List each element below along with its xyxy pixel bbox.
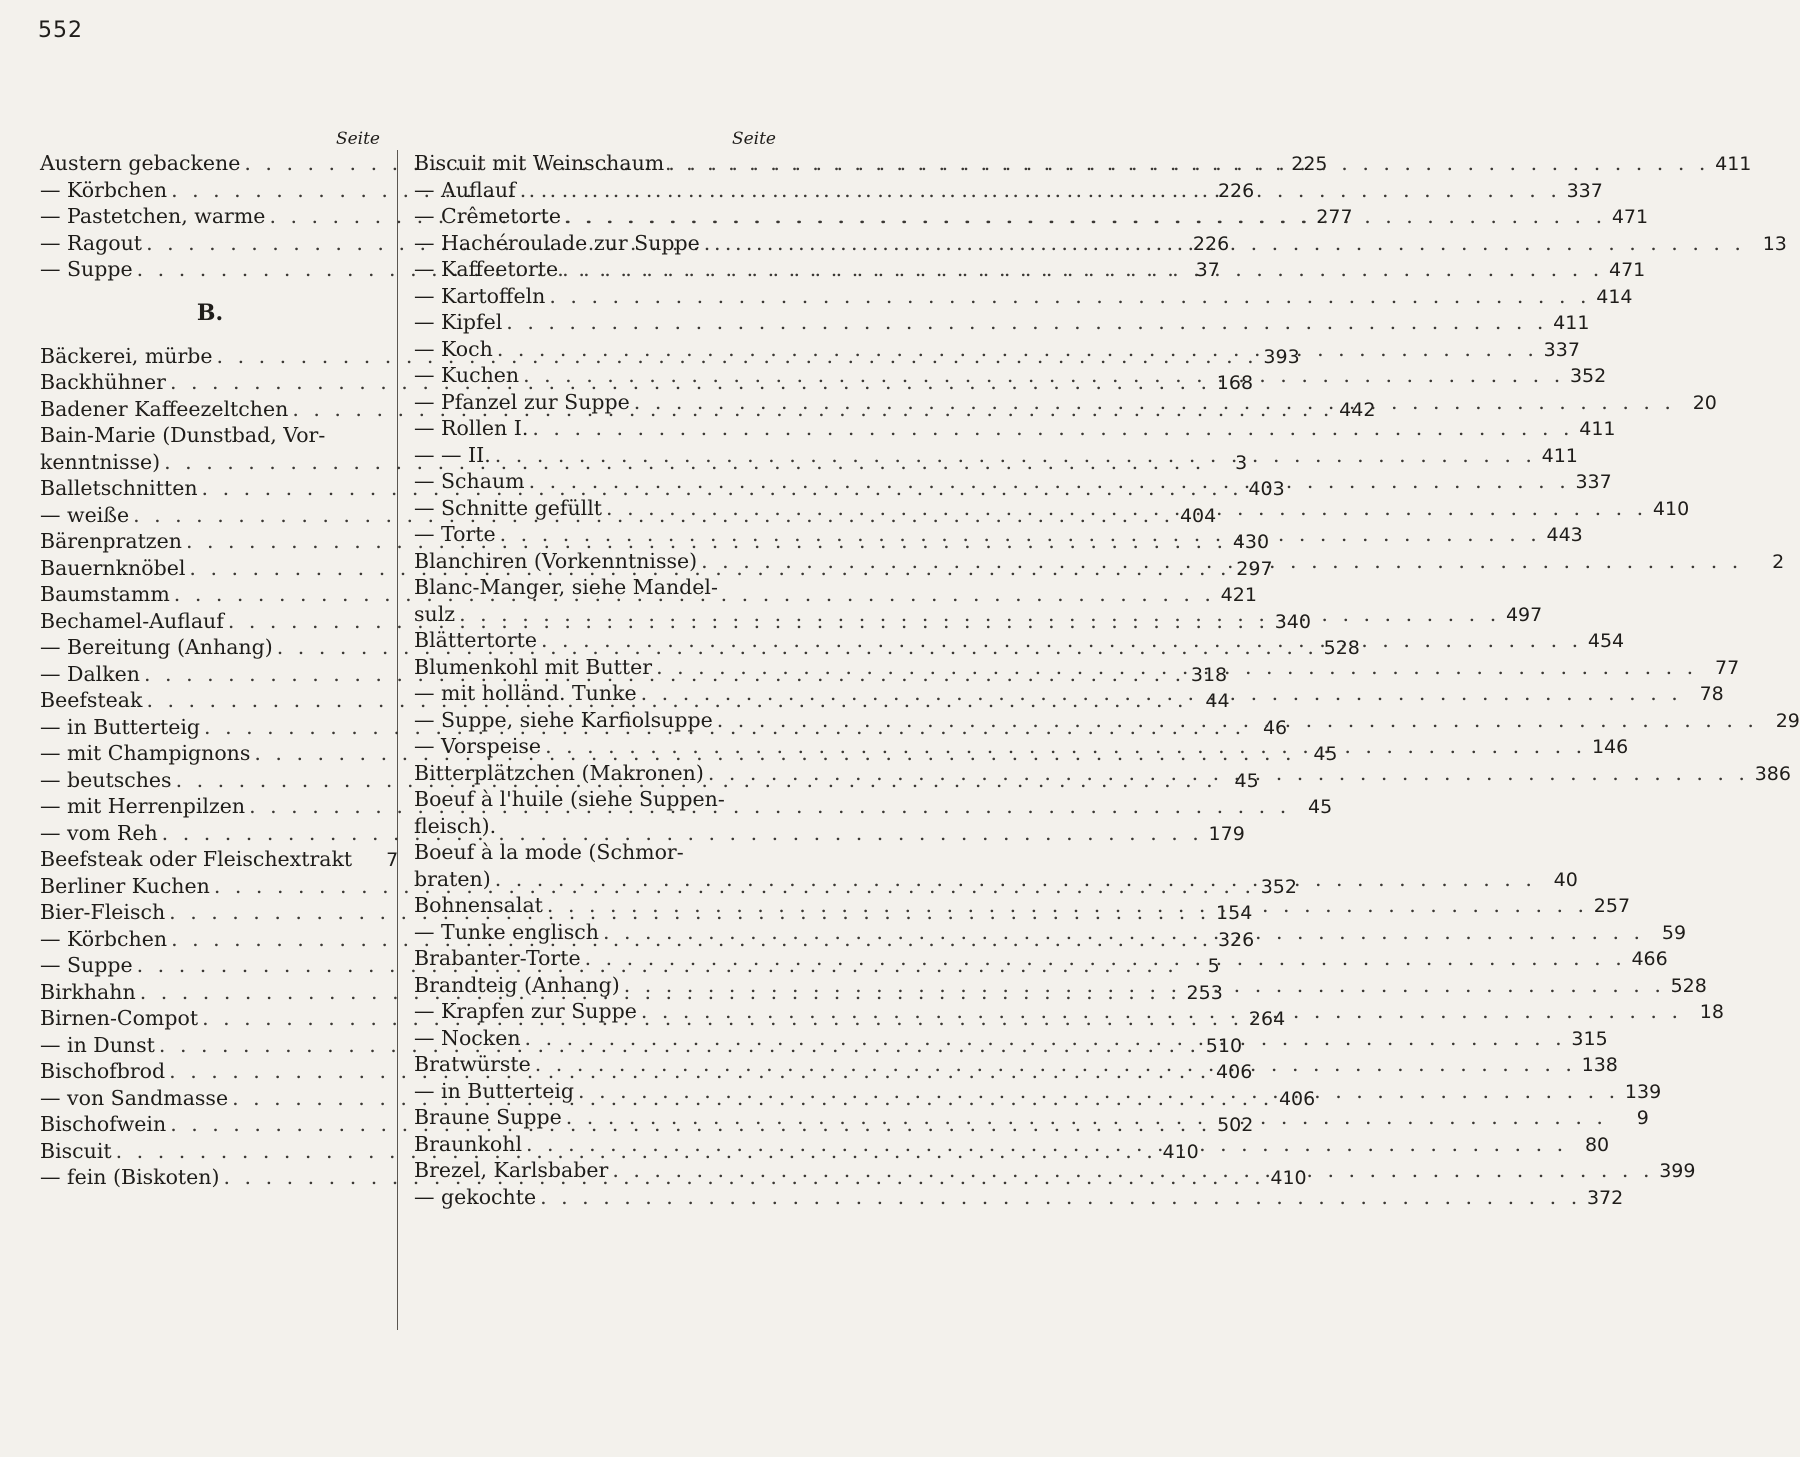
dot-leader — [506, 309, 1547, 336]
index-entry — [40, 422, 380, 449]
entry-page-number: 146 — [1591, 736, 1629, 758]
entry-page-number: 406 — [1216, 1061, 1253, 1083]
entry-page-number: 410 — [1270, 1167, 1307, 1189]
dot-leader — [612, 1157, 1653, 1184]
entry-page-number: 510 — [1205, 1034, 1243, 1057]
entry-label: — Ragout — [40, 230, 143, 255]
entry-page-number: 528 — [1323, 637, 1360, 659]
entry-label: — Hachéroulade zur Suppe — [414, 230, 700, 255]
dot-leader — [704, 230, 1745, 257]
entry-page-number: 386 — [1754, 762, 1791, 785]
entry-label: — Kartoffeln — [414, 283, 546, 308]
dot-leader — [606, 495, 1647, 522]
dot-leader — [565, 203, 1606, 230]
entry-page-number: 80 — [1584, 1133, 1610, 1156]
entry-label: — Suppe — [40, 257, 133, 281]
entry-label: fleisch). — [414, 813, 497, 838]
entry-label: Boeuf à l'huile (siehe Suppen- — [414, 787, 725, 811]
entry-page-number: 318 — [1190, 663, 1228, 686]
entry-page-number: 399 — [1659, 1160, 1696, 1182]
entry-page-number: 410 — [1652, 497, 1690, 520]
entry-label: — in Dunst — [40, 1032, 155, 1057]
entry-label: — Tunke englisch — [414, 919, 599, 944]
entry-label: Birkhahn — [40, 979, 136, 1004]
dot-leader — [624, 972, 1665, 999]
entry-page-number: 410 — [1162, 1140, 1199, 1163]
entry-label: Brandteig (Anhang) — [414, 972, 620, 997]
entry-label: Birnen-Compot — [40, 1006, 199, 1030]
entry-label: Balletschnitten — [40, 476, 198, 500]
dot-leader — [497, 336, 1538, 363]
entry-page-number: 46 — [1262, 716, 1288, 739]
entry-label: — mit Herrenpilzen — [40, 794, 246, 818]
column-header-left: Seite — [335, 129, 380, 149]
dot-leader — [641, 680, 1682, 707]
entry-label: sulz — [414, 601, 456, 626]
index-entry — [414, 945, 1668, 972]
index-entry — [414, 442, 1578, 469]
entry-label: Biscuit mit Weinschaum — [414, 151, 665, 175]
entry-label: Bechamel-Auflauf — [40, 608, 224, 633]
dot-leader — [532, 415, 1573, 442]
entry-page-number: 315 — [1571, 1027, 1608, 1050]
page-number: 552 — [38, 18, 83, 43]
entry-page-number: 497 — [1505, 603, 1543, 626]
dot-leader — [668, 150, 1709, 177]
entry-page-number: 59 — [1661, 921, 1687, 944]
index-entry — [414, 786, 776, 813]
index-entry — [40, 846, 399, 873]
dot-leader — [500, 521, 1541, 548]
entry-page-number: 430 — [1232, 531, 1270, 553]
entry-page-number: 404 — [1179, 504, 1217, 527]
entry-label: — Vorspeise — [414, 734, 542, 758]
dot-leader — [529, 468, 1570, 495]
entry-label: Badener Kaffeezeltchen — [40, 396, 289, 421]
entry-page-number: 337 — [1543, 338, 1580, 361]
index-entry — [414, 283, 1633, 310]
entry-label: Braune Suppe — [414, 1105, 562, 1129]
entry-label: — gekochte — [414, 1184, 537, 1209]
entry-label: Bratwürste — [414, 1052, 531, 1076]
dot-leader — [541, 627, 1582, 654]
entry-label: — Krapfen zur Suppe — [414, 999, 637, 1023]
entry-page-number: 7 — [386, 849, 399, 871]
index-entry — [414, 415, 1616, 442]
entry-label: — vom Reh — [40, 820, 158, 845]
entry-label: Biscuit — [40, 1138, 112, 1163]
index-entry — [414, 839, 776, 866]
entry-page-number: 393 — [1263, 345, 1300, 368]
dot-leader — [459, 601, 1500, 628]
entry-label: braten) — [414, 866, 491, 891]
entry-page-number: 264 — [1248, 1008, 1286, 1030]
entry-page-number: 225 — [1291, 153, 1328, 175]
entry-page-number: 168 — [1216, 372, 1254, 394]
entry-page-number: 443 — [1546, 524, 1583, 546]
entry-label: Brabanter-Torte — [414, 946, 581, 970]
entry-page-number: 403 — [1248, 478, 1285, 500]
entry-label: — mit holländ. Tunke — [414, 681, 637, 705]
letter-heading: B. — [196, 299, 224, 326]
entry-page-number: 154 — [1216, 902, 1253, 924]
entry-page-number: 139 — [1624, 1080, 1662, 1103]
dot-leader — [566, 1104, 1607, 1131]
dot-leader — [603, 919, 1644, 946]
dot-leader — [585, 945, 1626, 972]
entry-label: — fein (Biskoten) — [40, 1165, 220, 1189]
entry-label: Bischofbrod — [40, 1059, 166, 1083]
dot-leader — [549, 283, 1590, 310]
dot-leader — [535, 1051, 1576, 1078]
entry-page-number: 466 — [1631, 948, 1668, 970]
entry-page-number: 277 — [1316, 206, 1353, 228]
dot-leader — [545, 733, 1586, 760]
index-entry — [414, 813, 776, 840]
entry-label: — Bereitung (Anhang) — [40, 635, 273, 659]
entry-label: Boeuf à la mode (Schmor- — [414, 840, 684, 864]
entry-page-number: 20 — [1692, 391, 1717, 414]
entry-page-number: 179 — [1208, 822, 1245, 845]
index-entry — [414, 309, 1590, 336]
entry-page-number: 253 — [1186, 981, 1223, 1004]
entry-label: Backhühner — [40, 370, 166, 394]
entry-label: Blanc-Manger, siehe Mandel- — [414, 575, 718, 599]
entry-page-number: 340 — [1274, 610, 1311, 633]
entry-page-number: 372 — [1586, 1186, 1624, 1209]
entry-page-number: 37 — [1195, 259, 1220, 281]
entry-page-number: 442 — [1339, 398, 1376, 421]
entry-page-number: 406 — [1278, 1087, 1316, 1110]
entry-page-number: 352 — [1569, 365, 1607, 387]
entry-label: Brezel, Karlsbaber — [414, 1158, 609, 1182]
dot-leader — [547, 892, 1588, 919]
dot-leader — [495, 866, 1536, 893]
entry-label: — beutsches — [40, 767, 172, 792]
entry-label: Baumstamm — [40, 582, 170, 606]
entry-label: — Schnitte gefüllt — [414, 495, 603, 520]
entry-label: Bauernknöbel — [40, 555, 186, 580]
entry-label: Berliner Kuchen — [40, 873, 210, 898]
entry-label: kenntnisse) — [40, 449, 161, 474]
entry-page-number: 326 — [1217, 928, 1255, 951]
entry-page-number: 226 — [1217, 179, 1255, 202]
entry-page-number: 297 — [1236, 557, 1273, 580]
dot-leader — [656, 654, 1697, 681]
entry-label: Bischofwein — [40, 1112, 167, 1136]
entry-page-number: 411 — [1541, 444, 1578, 467]
entry-page-number: 138 — [1581, 1054, 1618, 1076]
entry-page-number: 337 — [1566, 179, 1603, 202]
dot-leader — [540, 1184, 1581, 1211]
entry-page-number: 5 — [1207, 955, 1220, 977]
entry-page-number: 78 — [1699, 683, 1724, 705]
entry-label: — — II. — [414, 442, 491, 467]
entry-page-number: 257 — [1593, 895, 1631, 917]
entry-label: — Crêmetorte — [414, 204, 561, 228]
entry-page-number: 29 — [1775, 709, 1800, 732]
entry-page-number: 13 — [1762, 232, 1787, 255]
entry-label: — Suppe, siehe Karfiolsuppe — [414, 707, 713, 732]
entry-page-number: 414 — [1596, 285, 1633, 308]
dot-leader — [717, 707, 1758, 734]
dot-leader — [641, 998, 1682, 1025]
entry-label: — in Butterteig — [40, 714, 201, 739]
entry-page-number: 40 — [1553, 868, 1578, 891]
entry-label: Bäckerei, mürbe — [40, 343, 213, 368]
entry-page-number: 45 — [1308, 796, 1333, 818]
entry-label: Beefsteak — [40, 688, 143, 712]
index-entry — [414, 574, 776, 601]
dot-leader — [520, 177, 1561, 204]
entry-label: — Koch — [414, 336, 493, 361]
entry-label: — Kipfel — [414, 310, 503, 334]
dot-leader — [701, 548, 1742, 575]
entry-label: Bain-Marie (Dunstbad, Vor- — [40, 423, 326, 447]
entry-page-number: 352 — [1260, 875, 1297, 898]
entry-label: — Torte — [414, 522, 496, 546]
entry-label: Bohnensalat — [414, 893, 543, 917]
entry-label: Austern gebackene — [40, 151, 241, 175]
entry-page-number: 528 — [1670, 974, 1707, 997]
entry-label: Beefsteak oder Fleischextrakt — [40, 847, 353, 871]
entry-page-number: 77 — [1715, 656, 1740, 679]
column-header-right: Seite — [731, 129, 776, 149]
entry-label: Bitterplätzchen (Makronen) — [414, 760, 704, 785]
entry-page-number: 2 — [1772, 550, 1785, 573]
entry-label: Blanchiren (Vorkenntnisse) — [414, 548, 698, 573]
entry-page-number: 337 — [1575, 471, 1612, 493]
entry-label: — Kaffeetorte — [414, 257, 559, 281]
entry-label: — in Butterteig — [414, 1078, 575, 1103]
entry-label: — Pfanzel zur Suppe — [414, 389, 630, 414]
dot-leader — [525, 1025, 1566, 1052]
entry-label: — Auflauf — [414, 177, 516, 202]
entry-label: — Kuchen — [414, 363, 520, 387]
entry-label: — Körbchen — [40, 926, 168, 951]
dot-leader — [634, 389, 1675, 416]
dot-leader — [578, 1078, 1619, 1105]
entry-label: Blättertorte — [414, 628, 537, 652]
entry-page-number: 421 — [1220, 584, 1257, 606]
entry-label: — Nocken — [414, 1025, 521, 1050]
entry-label: — Suppe — [40, 953, 133, 977]
entry-page-number: 226 — [1192, 232, 1230, 255]
entry-page-number: 411 — [1553, 312, 1590, 334]
entry-page-number: 471 — [1611, 206, 1649, 228]
dot-leader — [562, 256, 1603, 283]
dot-leader — [526, 1131, 1567, 1158]
entry-label: Braunkohl — [414, 1131, 523, 1156]
entry-page-number: 502 — [1217, 1114, 1254, 1136]
entry-page-number: 454 — [1587, 630, 1625, 652]
entry-page-number: 44 — [1205, 690, 1230, 712]
entry-page-number: 45 — [1234, 769, 1259, 792]
entry-label: — Schaum — [414, 469, 525, 493]
entry-label: Bärenpratzen — [40, 529, 182, 553]
entry-label: Blumenkohl mit Butter — [414, 654, 653, 679]
entry-label: — von Sandmasse — [40, 1085, 229, 1110]
dot-leader — [708, 760, 1749, 787]
entry-label: — Rollen I. — [414, 416, 529, 440]
entry-page-number: 471 — [1609, 259, 1646, 281]
entry-label: — mit Champignons — [40, 741, 251, 765]
entry-label: Bier-Fleisch — [40, 900, 166, 924]
entry-label: — Pastetchen, warme — [40, 204, 266, 228]
entry-page-number: 411 — [1579, 418, 1616, 440]
entry-label: — weiße — [40, 502, 130, 527]
entry-page-number: 18 — [1699, 1001, 1724, 1023]
entry-page-number: 9 — [1636, 1107, 1649, 1129]
dot-leader — [495, 442, 1536, 469]
entry-label: — Körbchen — [40, 177, 168, 202]
entry-label: — Dalken — [40, 661, 140, 686]
entry-page-number: 45 — [1313, 743, 1338, 765]
entry-page-number: 3 — [1235, 451, 1248, 474]
entry-page-number: 411 — [1715, 153, 1752, 175]
dot-leader — [523, 362, 1564, 389]
index-entry — [414, 1184, 1624, 1211]
